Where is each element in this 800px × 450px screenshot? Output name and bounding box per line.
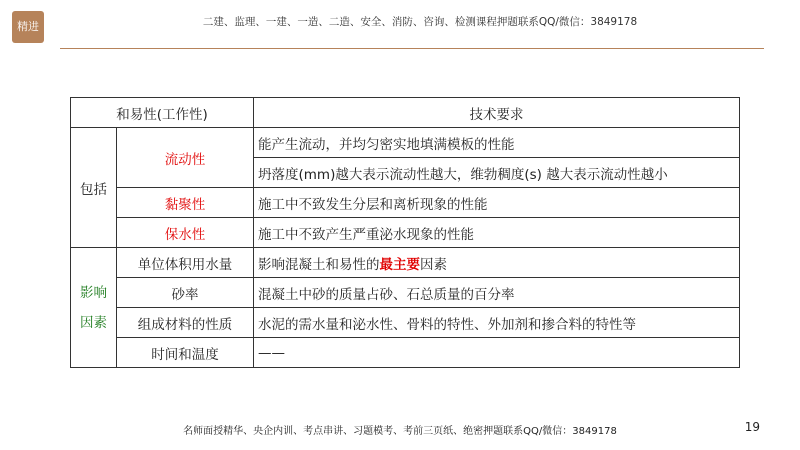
group-factor-label: [71, 248, 117, 368]
requirement-cell: ——: [254, 338, 740, 368]
table-row: [71, 218, 740, 248]
header-property: 和易性(工作性): [71, 98, 254, 128]
header-banner: 二建、监理、一建、一造、二造、安全、消防、咨询、检测课程押题联系QQ/微信：3849178: [202, 16, 638, 28]
requirement-cell: 施工中不致发生分层和离析现象的性能: [254, 188, 740, 218]
group-factor-line1: 影响: [80, 284, 107, 301]
property-name: 黏聚性: [117, 188, 254, 218]
factor-name: 单位体积用水量: [117, 248, 254, 278]
table-row: [71, 188, 740, 218]
factor-name: 组成材料的性质: [117, 308, 254, 338]
table-row: [71, 308, 740, 338]
requirement-emphasis: 最主要: [379, 256, 421, 273]
group-include-label: 包括: [71, 128, 117, 248]
header-requirement: 技术要求: [254, 98, 740, 128]
requirement-cell: [254, 248, 740, 278]
factor-name: 时间和温度: [117, 338, 254, 368]
property-name: 保水性: [117, 218, 254, 248]
requirement-text: 因素: [420, 256, 448, 273]
logo: 精进: [12, 11, 44, 43]
table-row: [71, 278, 740, 308]
table-row: [71, 248, 740, 278]
property-name: 流动性: [117, 128, 254, 188]
requirement-cell: 施工中不致产生严重泌水现象的性能: [254, 218, 740, 248]
workability-table: [70, 97, 740, 368]
group-factor-line2: 因素: [80, 314, 107, 331]
requirement-cell: 混凝土中砂的质量占砂、石总质量的百分率: [254, 278, 740, 308]
factor-name: 砂率: [117, 278, 254, 308]
page-number: 19: [744, 420, 760, 434]
requirement-cell: 坍落度(mm)越大表示流动性越大，维勃稠度(s) 越大表示流动性越小: [254, 158, 740, 188]
table-row: [71, 128, 740, 158]
table-header-row: [71, 98, 740, 128]
footer-banner: 名师面授精华、央企内训、考点串讲、习题模考、考前三页纸、绝密押题联系QQ/微信：3849178: [183, 426, 617, 437]
header-divider: [60, 48, 764, 49]
requirement-text: 影响混凝土和易性的: [258, 256, 380, 273]
requirement-cell: 能产生流动，并均匀密实地填满模板的性能: [254, 128, 740, 158]
table-row: [71, 338, 740, 368]
requirement-cell: 水泥的需水量和泌水性、骨料的特性、外加剂和掺合料的特性等: [254, 308, 740, 338]
